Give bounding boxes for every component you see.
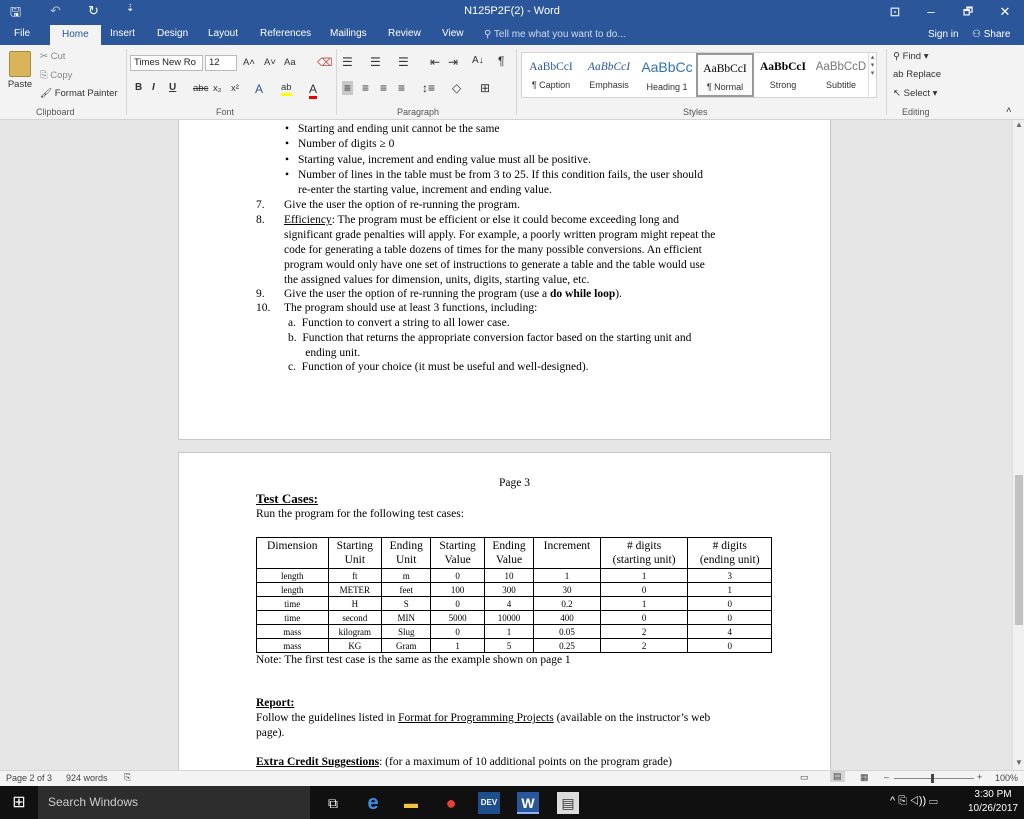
table-cell: 30 [534, 583, 601, 597]
table-cell: 0 [600, 583, 688, 597]
table-cell: 0 [431, 597, 484, 611]
table-cell: H [328, 597, 381, 611]
header-text: Value [495, 554, 523, 566]
style-preview: AaBbCcI [759, 61, 806, 73]
list-item-text: the assigned values for dimension, units, digits, starting value, etc. [284, 274, 590, 286]
table-cell: 0 [600, 611, 688, 625]
strikethrough-button[interactable]: abc [193, 83, 209, 94]
collapse-ribbon-icon[interactable]: ˄ [1006, 105, 1012, 116]
header-text: # digits [712, 540, 747, 552]
efficiency-text: : The program must be efficient or else it could become exceeding long and [331, 214, 680, 226]
tell-me-search[interactable]: ⚲ Tell me what you want to do... [484, 29, 626, 40]
undo-icon[interactable]: ↶ [50, 3, 61, 18]
extra-credit-heading: Extra Credit Suggestions [256, 756, 380, 768]
bullet-icon: • [285, 154, 290, 166]
list-item-text [284, 214, 679, 226]
header-text: Starting [439, 540, 476, 552]
multilevel-list-button[interactable]: ☰ [398, 55, 409, 69]
table-cell: time [257, 611, 329, 625]
column-header [600, 538, 688, 569]
table-cell: 0 [431, 569, 484, 583]
bullet-icon: • [285, 138, 290, 150]
header-text: Unit [344, 554, 366, 566]
column-header [534, 538, 601, 569]
text-effects-button[interactable]: A [255, 82, 264, 96]
copy-label: Copy [50, 70, 73, 81]
table-cell: 0 [688, 639, 772, 653]
proofing-icon[interactable]: ⎘ [124, 772, 132, 782]
find-label: Find [902, 51, 922, 62]
tab-layout[interactable]: Layout [208, 28, 239, 39]
table-cell: 1 [600, 569, 688, 583]
line-spacing-icon[interactable]: ↕≡ [422, 81, 436, 95]
tab-insert[interactable]: Insert [110, 28, 136, 39]
table-cell: S [382, 597, 431, 611]
list-number: 10. [256, 302, 271, 314]
header-text: Starting [336, 540, 374, 552]
table-cell: 3 [688, 569, 772, 583]
ribbon [0, 45, 1024, 120]
table-row [257, 597, 772, 611]
report-text-line2: page). [256, 727, 285, 739]
zoom-slider-thumb[interactable] [931, 774, 934, 783]
style-normal[interactable] [696, 53, 754, 97]
share-label: Share [983, 29, 1011, 40]
sub-item: b. Function that returns the appropriate conversion factor based on the starting unit and [288, 332, 692, 344]
sign-in-link[interactable]: Sign in [928, 29, 959, 40]
font-group-label: Font [216, 107, 235, 117]
style-strong[interactable] [754, 53, 812, 97]
header-text: # digits [626, 540, 662, 552]
superscript-button[interactable]: x² [231, 83, 239, 94]
tab-view[interactable]: View [442, 28, 464, 39]
table-body [257, 569, 772, 653]
highlight-button[interactable]: ab [281, 82, 292, 96]
numbering-button[interactable]: ☰ [370, 55, 381, 69]
extra-credit-line [256, 756, 672, 768]
word-icon[interactable]: W [517, 792, 539, 814]
styles-scroll[interactable]: ▴ ▾ ▾ [868, 53, 876, 97]
table-cell: METER [328, 583, 381, 597]
font-size-value: 12 [209, 57, 220, 68]
table-cell: 0.05 [534, 625, 601, 639]
table-cell: 1 [431, 639, 484, 653]
ribbon-tabs [0, 25, 1024, 45]
style-name: Emphasis [589, 80, 629, 90]
subscript-button[interactable]: x₂ [213, 83, 222, 94]
efficiency-heading: Efficiency [284, 214, 332, 226]
clock-time[interactable]: 3:30 PM [974, 789, 1012, 800]
list-number: 9. [256, 288, 265, 300]
table-cell: 1 [534, 569, 601, 583]
copy-button[interactable]: ⎘ Copy [40, 70, 73, 81]
column-header [484, 538, 533, 569]
test-cases-heading: Test Cases: [256, 491, 318, 506]
table-row [257, 625, 772, 639]
sub-item: a. Function to convert a string to all lower case. [288, 317, 510, 329]
style-name: Strong [769, 80, 797, 90]
table-cell: 300 [484, 583, 533, 597]
page-3 [178, 452, 831, 770]
table-cell: 5 [484, 639, 533, 653]
table-row [257, 583, 772, 597]
format-painter-button[interactable]: 🖌 Format Painter [40, 88, 118, 99]
borders-icon[interactable]: ⊞ [480, 81, 491, 95]
table-cell: Slug [382, 625, 431, 639]
format-link[interactable]: Format for Programming Projects [398, 712, 554, 724]
minimize-button[interactable]: – [927, 4, 935, 19]
restore-button[interactable]: 🗗 [962, 6, 974, 18]
style-caption[interactable] [522, 53, 580, 97]
table-row [257, 639, 772, 653]
table-cell: time [257, 597, 329, 611]
column-header [431, 538, 484, 569]
report-heading: Report: [256, 697, 295, 709]
justify-icon[interactable]: ≡ [398, 81, 406, 95]
style-heading-1[interactable] [638, 53, 696, 97]
title-bar [0, 0, 1024, 25]
table-row [257, 611, 772, 625]
style-preview: AaBbCcI [703, 63, 747, 75]
style-name: Heading 1 [646, 82, 688, 92]
report-text [256, 712, 710, 724]
find-button[interactable]: ⚲ Find ▾ [893, 51, 929, 62]
do-while-loop-bold: do while loop [550, 288, 616, 300]
replace-label: Replace [906, 69, 942, 80]
read-mode-icon[interactable]: ▭ [800, 772, 809, 782]
search-windows-box[interactable] [38, 786, 310, 819]
list-item-text [284, 288, 622, 300]
test-cases-intro: Run the program for the following test cases: [256, 508, 464, 520]
document-title: N125P2F(2) - Word [464, 5, 560, 17]
table-cell: 0.2 [534, 597, 601, 611]
tab-review[interactable]: Review [388, 28, 421, 39]
table-cell: 0.25 [534, 639, 601, 653]
font-name-value: Times New Ro [134, 57, 196, 68]
header-text: Dimension [267, 540, 318, 552]
tell-me-label: Tell me what you want to do... [493, 29, 626, 40]
dev-cpp-icon[interactable]: DEV [478, 792, 500, 814]
bullet-text: Starting and ending unit cannot be the same [298, 123, 500, 135]
grow-font-icon[interactable]: A˄ [243, 57, 255, 68]
zoom-in-button[interactable]: + [977, 772, 983, 782]
table-cell: Gram [382, 639, 431, 653]
style-preview: AaBbCc [641, 59, 693, 75]
search-windows-label: Search Windows [48, 795, 139, 809]
zoom-level[interactable]: 100% [995, 773, 1019, 783]
cursor-icon: ↖ [893, 88, 901, 99]
header-text: Ending [492, 540, 526, 552]
list-item-text: The program should use at least 3 functions, including: [284, 302, 538, 314]
app-icon[interactable]: ▤ [557, 792, 579, 814]
edge-icon[interactable]: e [367, 792, 379, 814]
column-header [688, 538, 772, 569]
item9-text: Give the user the option of re-running the program (use a [284, 288, 551, 300]
divider [886, 49, 887, 115]
table-cell: 0 [688, 611, 772, 625]
replace-button[interactable] [893, 69, 941, 80]
extra-credit-text: : (for a maximum of 10 additional points on the program grade) [379, 756, 672, 768]
styles-gallery [521, 52, 877, 98]
table-cell: 400 [534, 611, 601, 625]
word-count[interactable]: 924 words [66, 773, 108, 783]
table-cell: m [382, 569, 431, 583]
report-pre: Follow the guidelines listed in [256, 712, 399, 724]
ribbon-display-options-icon[interactable]: ⊡ [889, 4, 901, 19]
header-text: Value [444, 554, 471, 566]
header-text: Ending [389, 540, 423, 552]
bullet-icon: • [285, 169, 290, 181]
divider [336, 49, 337, 115]
vertical-scrollbar[interactable] [1012, 120, 1024, 770]
table-cell: mass [257, 625, 329, 639]
table-cell: 10 [484, 569, 533, 583]
document-area[interactable] [0, 120, 1012, 770]
tab-mailings[interactable]: Mailings [330, 28, 367, 39]
table-cell: 10000 [484, 611, 533, 625]
search-icon: ⚲ [893, 51, 900, 62]
sub-item: c. Function of your choice (it must be useful and well-designed). [288, 361, 589, 373]
table-cell: length [257, 583, 329, 597]
paragraph-group-label: Paragraph [397, 107, 440, 117]
header-text: Unit [395, 554, 417, 566]
format-painter-label: Format Painter [54, 88, 118, 99]
test-cases-table [256, 537, 772, 653]
share-button[interactable]: ⚇ Share [972, 29, 1011, 40]
system-tray-icons[interactable]: ^ ⎘ ◁)) ▭ [890, 795, 938, 807]
page-2 [178, 120, 831, 440]
table-cell: 4 [484, 597, 533, 611]
style-preview: AaBbCcD [815, 61, 867, 73]
table-cell: 0 [431, 625, 484, 639]
tab-design[interactable]: Design [157, 28, 189, 39]
clipboard-group-label: Clipboard [36, 107, 75, 117]
list-item-text: program would only have one set of instructions to generate a table and the table would use [284, 259, 705, 271]
table-header-row [257, 538, 772, 569]
print-layout-icon[interactable]: ▤ [830, 771, 845, 782]
tab-references[interactable]: References [260, 28, 312, 39]
redo-icon[interactable]: ↻ [88, 3, 99, 18]
table-cell: 1 [484, 625, 533, 639]
change-case-icon[interactable]: Aa [284, 57, 296, 68]
clear-formatting-icon[interactable]: ⌫ [317, 57, 333, 69]
bullet-text: re-enter the starting value, increment and ending value. [298, 184, 552, 196]
table-cell: mass [257, 639, 329, 653]
align-left-icon[interactable]: ≡ [344, 81, 352, 95]
bullet-text: Starting value, increment and ending value must all be positive. [298, 154, 591, 166]
font-size-box[interactable] [205, 55, 237, 71]
header-text: (ending unit) [699, 554, 760, 566]
divider [126, 49, 127, 115]
table-cell: 4 [688, 625, 772, 639]
page-count[interactable]: Page 2 of 3 [6, 773, 53, 783]
style-name: Subtitle [825, 80, 857, 90]
table-cell: KG [328, 639, 381, 653]
header-text: Increment [543, 540, 591, 552]
web-layout-icon[interactable]: ▦ [860, 772, 869, 782]
editing-group-label: Editing [902, 107, 930, 117]
bullet-text: Number of lines in the table must be from 3 to 25. If this condition fails, the user should [298, 169, 703, 181]
list-item-text: code for generating a table dozens of times for the many possible conversions. An efficient [284, 244, 702, 256]
shading-icon[interactable]: ◇ [452, 81, 462, 95]
scroll-down-icon[interactable]: ▼ [1015, 758, 1023, 767]
page-number: Page 3 [499, 477, 530, 489]
zoom-out-button[interactable]: – [884, 772, 890, 782]
italic-button[interactable]: I [152, 82, 155, 93]
taskbar [0, 786, 1024, 819]
table-cell: 1 [600, 597, 688, 611]
tab-home[interactable]: Home [50, 25, 101, 45]
style-subtitle[interactable] [812, 53, 870, 97]
styles-group-label: Styles [683, 107, 708, 117]
save-icon[interactable]: 🖫 [10, 4, 22, 19]
shrink-font-icon[interactable]: A˅ [264, 57, 276, 68]
task-view-icon[interactable]: ⧉ [328, 795, 338, 811]
decrease-indent-icon[interactable]: ⇤ [430, 55, 441, 69]
column-header [328, 538, 381, 569]
select-label: Select [903, 88, 931, 99]
align-center-icon[interactable]: ≡ [362, 81, 370, 95]
clipboard-icon [9, 51, 31, 77]
bullets-button[interactable]: ☰ [342, 55, 353, 69]
scroll-up-icon[interactable]: ▲ [1015, 120, 1023, 129]
table-cell: length [257, 569, 329, 583]
zoom-slider[interactable] [894, 778, 974, 779]
table-cell: 2 [600, 639, 688, 653]
style-name: ¶ Normal [706, 82, 744, 92]
table-cell: 1 [688, 583, 772, 597]
status-bar [0, 770, 1024, 786]
sort-button[interactable]: A↓ [472, 55, 484, 66]
table-cell: 0 [688, 597, 772, 611]
cut-button[interactable]: ✂ Cut [40, 51, 66, 62]
note-text: Note: The first test case is the same as the example shown on page 1 [256, 654, 571, 666]
list-number: 7. [256, 199, 265, 211]
table-cell: kilogram [328, 625, 381, 639]
replace-icon: ab [893, 69, 904, 80]
style-preview: AaBbCcI [587, 61, 631, 73]
table-cell: second [328, 611, 381, 625]
windows-start-icon[interactable]: ⊞ [12, 794, 26, 811]
customize-qat-icon[interactable]: ⇣ [126, 3, 135, 14]
column-header [382, 538, 431, 569]
increase-indent-icon[interactable]: ⇥ [448, 55, 459, 69]
show-formatting-button[interactable]: ¶ [498, 54, 505, 68]
list-item-text: Give the user the option of re-running the program. [284, 199, 521, 211]
table-cell: 100 [431, 583, 484, 597]
list-item-text: significant grade penalties will apply. For example, a poorly written program might repeat the [284, 229, 716, 241]
table-cell: ft [328, 569, 381, 583]
table-cell: MIN [382, 611, 431, 625]
table-row [257, 569, 772, 583]
style-preview: AaBbCcI [529, 61, 573, 73]
scroll-thumb[interactable] [1015, 475, 1023, 625]
column-header [257, 538, 329, 569]
underline-button[interactable]: U [169, 82, 177, 93]
list-number: 8. [256, 214, 265, 226]
header-text: (starting unit) [612, 554, 676, 566]
font-color-button[interactable]: A [309, 82, 317, 99]
report-post: (available on the instructor’s web [553, 712, 711, 724]
paste-label: Paste [7, 79, 33, 90]
bullet-text: Number of digits ≥ 0 [298, 138, 395, 150]
style-name: ¶ Caption [531, 80, 571, 90]
table-cell: feet [382, 583, 431, 597]
table-cell: 5000 [431, 611, 484, 625]
file-explorer-icon[interactable]: ▬ [404, 795, 418, 811]
bullet-icon: • [285, 123, 290, 135]
close-button[interactable]: ✕ [999, 4, 1011, 19]
chrome-icon[interactable]: ● [445, 793, 457, 813]
align-right-icon[interactable]: ≡ [380, 81, 388, 95]
style-emphasis[interactable] [580, 53, 638, 97]
select-button[interactable]: ↖ Select ▾ [893, 88, 938, 99]
table-cell: 2 [600, 625, 688, 639]
cut-label: Cut [50, 51, 66, 62]
divider [516, 49, 517, 115]
item9-end: ). [615, 288, 622, 300]
tab-file[interactable]: File [14, 28, 31, 39]
clock-date[interactable]: 10/26/2017 [967, 803, 1019, 814]
paste-button[interactable] [6, 51, 34, 101]
font-name-box[interactable] [130, 55, 203, 71]
bold-button[interactable]: B [135, 82, 143, 93]
sub-item: ending unit. [288, 347, 361, 359]
